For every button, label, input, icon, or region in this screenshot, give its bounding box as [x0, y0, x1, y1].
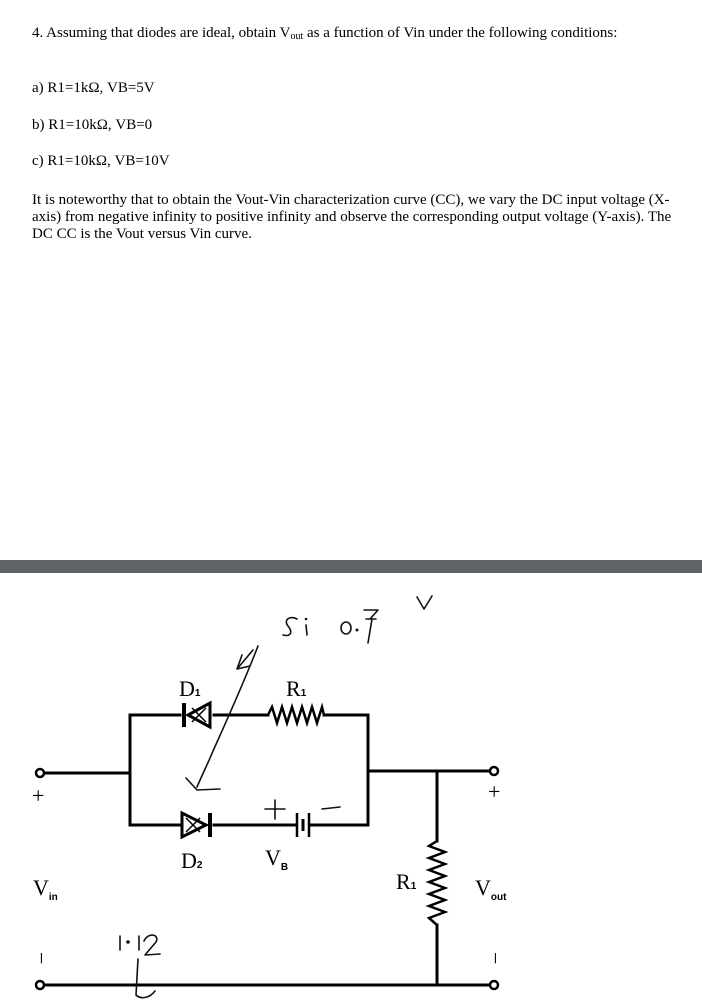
vin-label: $V_{in}$: [33, 875, 58, 903]
r1-load-label: R1: [396, 869, 417, 894]
resistor-r1-load: [429, 841, 445, 925]
circuit-diagram: [0, 573, 702, 1004]
d1-label: D1: [179, 676, 201, 701]
question-stem-part1: 4. Assuming that diodes are ideal, obtain V: [32, 25, 291, 41]
vout-plus-terminal: [490, 767, 498, 775]
vout-label: $V_{out}$: [475, 875, 507, 903]
cc-note: It is noteworthy that to obtain the Vout-Vin characterization curve (CC), we vary the DC input voltage (X-axis) from negative infinity to positive infinity and observe the corresponding output voltage (Y-axis). The DC CC is the Vout versus Vin curve.: [32, 192, 672, 242]
question-stem-part2: as a function of Vin under the following conditions:: [303, 25, 618, 41]
vout-subscript: out: [290, 31, 304, 42]
vout-minus-sign: −: [483, 952, 508, 965]
vin-minus-terminal: [36, 981, 44, 989]
question-stem: [32, 25, 672, 45]
vout-plus-sign: +: [488, 779, 501, 804]
condition-c: c) R1=10kΩ, VB=10V: [32, 153, 170, 169]
divider-bar: [0, 560, 702, 573]
battery-vb: [297, 813, 309, 837]
vin-plus-sign: +: [32, 783, 45, 808]
vb-label: $V_B$: [265, 845, 289, 873]
vout-minus-terminal: [490, 981, 498, 989]
diode-d2: [182, 813, 210, 837]
vin-plus-terminal: [36, 769, 44, 777]
vin-minus-sign: −: [29, 952, 54, 965]
d2-label: D2: [181, 848, 203, 873]
resistor-r1-top: [268, 707, 324, 723]
diode-d1: [184, 703, 210, 727]
condition-b: b) R1=10kΩ, VB=0: [32, 117, 153, 133]
condition-a: a) R1=1kΩ, VB=5V: [32, 80, 155, 96]
handwritten-annotations: [120, 596, 432, 998]
r1-top-label: R1: [286, 676, 307, 701]
